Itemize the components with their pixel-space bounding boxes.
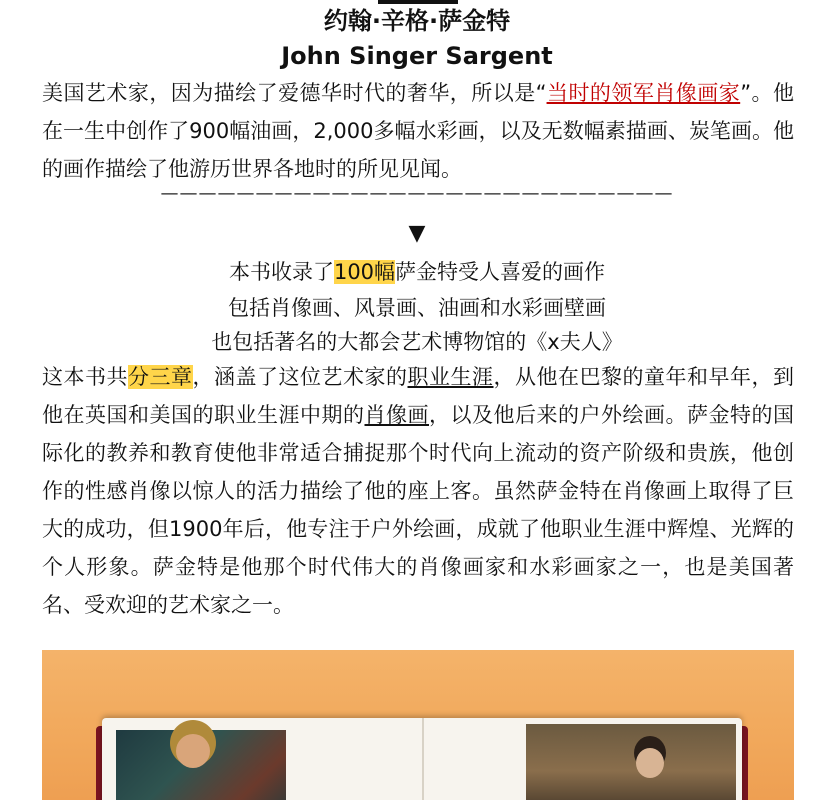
body-text-1: 这本书共 — [42, 365, 128, 389]
body-text-2: ，涵盖了这位艺术家的 — [192, 365, 408, 389]
left-page-painting — [116, 730, 286, 800]
body-paragraph — [42, 358, 794, 624]
left-painting-figure — [176, 734, 210, 768]
title-chinese: 约翰·辛格·萨金特 — [323, 7, 511, 35]
right-page-painting — [526, 724, 736, 800]
summary-line-3: 也包括著名的大都会艺术博物馆的《x夫人》 — [211, 330, 623, 354]
book-photo — [42, 650, 794, 800]
chapters-highlight: 分三章 — [128, 365, 193, 389]
title-english: John Singer Sargent — [281, 42, 553, 70]
summary-line-1-end: 萨金特受人喜爱的画作 — [395, 260, 606, 284]
dashed-divider: ——————————————————————————— — [160, 183, 674, 204]
portrait-underline: 肖像画 — [364, 403, 429, 427]
intro-text-start: 美国艺术家，因为描绘了爱德华时代的奢华，所以是“ — [42, 81, 547, 105]
body-text-4: ，以及他后来的户外绘画。萨金特的国际化的教养和教育使他非常适合捕捉那个时代向上流动的资产阶级和贵族，他创作的性感肖像以惊人的活力描绘了他的座上客。虽然萨金特在肖像画上取得了巨大的成功，但1900年后，他专注于户外绘画，成就了他职业生涯中辉煌、光辉的个人形象。萨金特是他那个时代伟大的肖像画家和水彩画家之一，也是美国著名、受欢迎的艺术家之一。 — [42, 403, 794, 617]
summary-line-2: 包括肖像画、风景画、油画和水彩画壁画 — [228, 296, 606, 320]
painting-count-highlight: 100幅 — [333, 260, 396, 284]
book-spine — [422, 718, 424, 800]
summary-line-1 — [0, 254, 834, 290]
intro-text-end: ”。他在一生中创作了900幅油画，2,000多幅水彩画，以及无数幅素描画、炭笔画。他的画作描绘了他游历世界各地时的所见见闻。 — [42, 81, 794, 181]
career-underline: 职业生涯 — [407, 365, 494, 389]
down-arrow-icon: ▼ — [408, 221, 426, 246]
body-text-3: ，从他在巴黎的童年和早年，到他在英国和美国的职业生涯中期的 — [42, 365, 794, 427]
right-painting-figure — [636, 748, 664, 778]
portrait-painter-link[interactable]: 当时的领军肖像画家 — [546, 81, 741, 105]
open-book — [102, 718, 742, 800]
summary-line-1-start: 本书收录了 — [228, 260, 334, 284]
intro-paragraph — [42, 74, 794, 188]
